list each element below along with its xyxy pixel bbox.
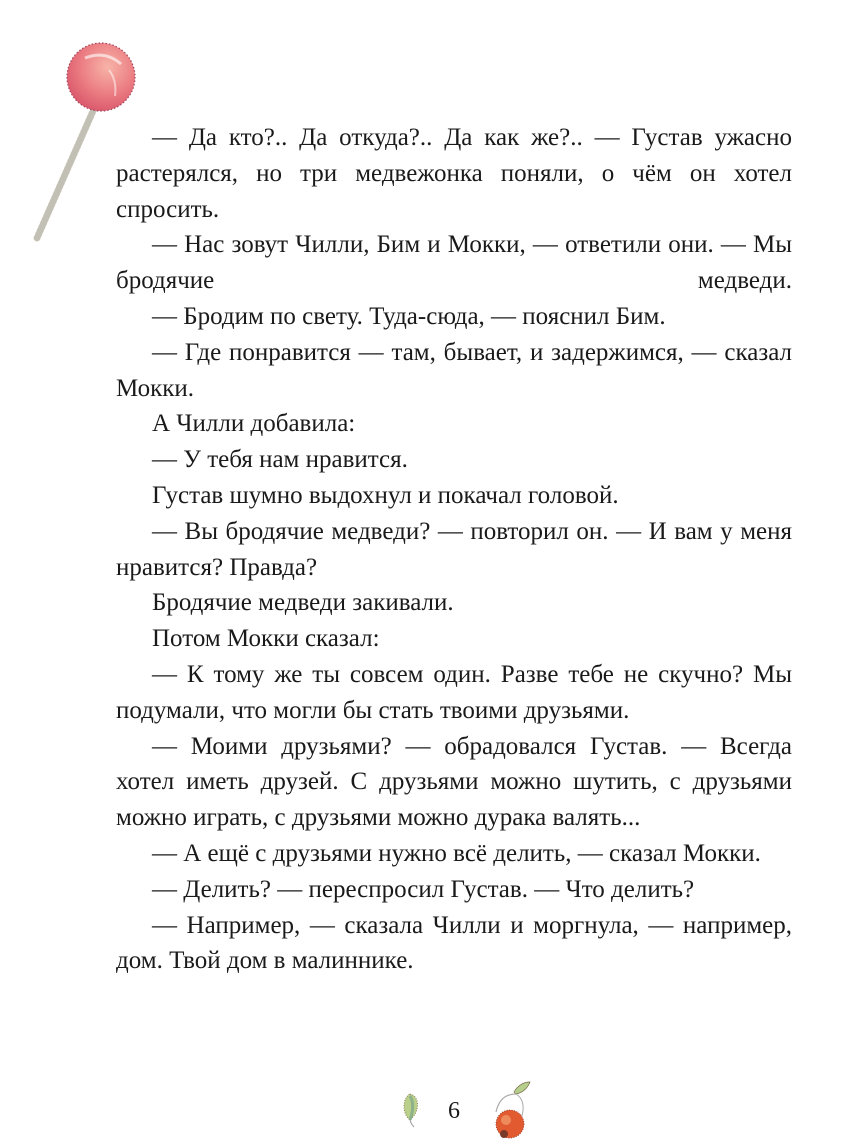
paragraph: — Нас зовут Чилли, Бим и Мокки, — ответили они. — Мы бродячие медведи.: [116, 231, 792, 295]
paragraph: — Бродим по свету. Туда-сюда, — пояснил Бим.: [152, 302, 666, 330]
paragraph: Потом Мокки сказал:: [152, 625, 380, 653]
page-number: 6: [448, 1098, 460, 1124]
rosehip-berry-icon: [486, 1080, 534, 1139]
paragraph: — Да кто?.. Да откуда?.. Да как же?.. — Густав ужасно растерялся, но три медвежонка поняли, о чём он хотел спросить.: [116, 124, 792, 223]
paragraph: А Чилли добавила:: [152, 410, 356, 438]
paragraph: Бродячие медведи закивали.: [152, 589, 454, 617]
leaf-icon: [398, 1092, 422, 1128]
paragraph: — К тому же ты совсем один. Разве тебе не скучно? Мы подумали, что могли бы стать твоими друзьями.: [116, 660, 792, 724]
paragraph: — Где понравится — там, бывает, и задержимся, — сказал Мокки.: [116, 338, 792, 402]
story-text: [116, 120, 792, 979]
paragraph: — А ещё с друзьями нужно всё делить, — сказал Мокки.: [152, 839, 761, 867]
page-footer: [0, 1075, 847, 1139]
paragraph: — У тебя нам нравится.: [152, 446, 408, 474]
paragraph: — Вы бродячие медведи? — повторил он. — И вам у меня нравится? Правда?: [116, 517, 792, 581]
paragraph: — Делить? — переспросил Густав. — Что делить?: [152, 875, 695, 903]
paragraph: — Моими друзьями? — обрадовался Густав. — Всегда хотел иметь друзей. С друзьями можно шутить, с друзьями можно играть, с друзьями можно дурака валять...: [116, 732, 792, 832]
paragraph: — Например, — сказала Чилли и моргнула, — например, дом. Твой дом в малиннике.: [116, 911, 792, 975]
paragraph: Густав шумно выдохнул и покачал головой.: [152, 481, 619, 509]
